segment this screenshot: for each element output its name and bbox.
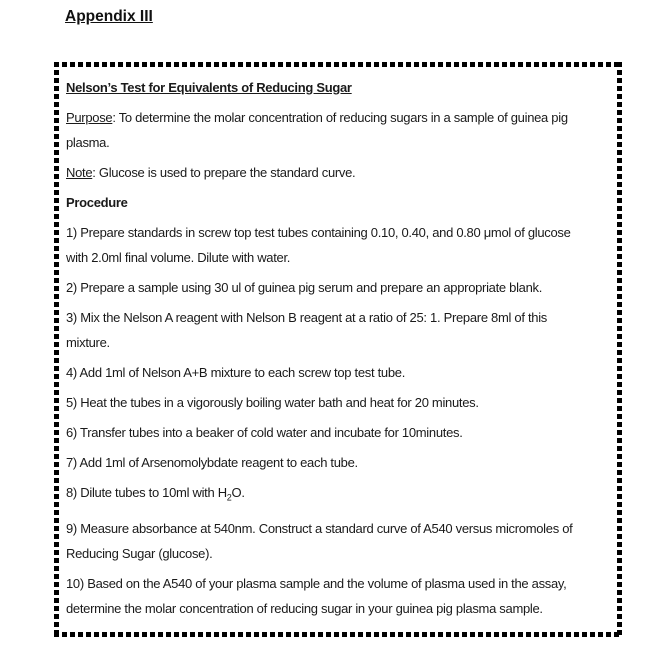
procedure-heading: Procedure bbox=[66, 195, 128, 210]
text-line bbox=[66, 105, 615, 130]
box-title: Nelson’s Test for Equivalents of Reducing Sugar bbox=[66, 80, 352, 95]
text-line: 10) Based on the A540 of your plasma sample and the volume of plasma used in the assay, bbox=[66, 575, 567, 591]
purpose-paragraph bbox=[66, 105, 615, 155]
note-label: Note bbox=[66, 165, 93, 180]
text-line bbox=[66, 160, 615, 185]
text-line: 2) Prepare a sample using 30 ul of guinea pig serum and prepare an appropriate blank. bbox=[66, 280, 543, 295]
subscript-2: 2 bbox=[226, 492, 232, 503]
text-line: 4) Add 1ml of Nelson A+B mixture to each screw top test tube. bbox=[66, 365, 406, 380]
text-line: 9) Measure absorbance at 540nm. Construct a standard curve of A540 versus micromoles of bbox=[66, 520, 573, 536]
step-3-paragraph bbox=[66, 305, 615, 355]
text-line: Reducing Sugar (glucose). bbox=[66, 545, 213, 561]
step-7-paragraph bbox=[66, 450, 615, 475]
text-line: 7) Add 1ml of Arsenomolybdate reagent to each tube. bbox=[66, 455, 358, 470]
procedure-heading-paragraph bbox=[66, 190, 615, 215]
text-line: 5) Heat the tubes in a vigorously boiling water bath and heat for 20 minutes. bbox=[66, 395, 479, 410]
step-5-paragraph bbox=[66, 390, 615, 415]
box-content bbox=[59, 67, 617, 632]
text-line: with 2.0ml final volume. Dilute with water. bbox=[66, 250, 291, 265]
procedure-box bbox=[54, 62, 622, 637]
step-10-paragraph bbox=[66, 571, 615, 621]
page-heading: Appendix III bbox=[65, 8, 153, 25]
step-8-paragraph bbox=[66, 480, 615, 511]
step-8-text-end: O. bbox=[231, 485, 245, 500]
text-line: plasma. bbox=[66, 135, 110, 150]
text-line: mixture. bbox=[66, 335, 110, 350]
text-line bbox=[66, 480, 615, 511]
text-line: 3) Mix the Nelson A reagent with Nelson B reagent at a ratio of 25: 1. Prepare 8ml of this bbox=[66, 310, 547, 325]
note-text: : Glucose is used to prepare the standard curve. bbox=[92, 165, 356, 180]
text-line: 1) Prepare standards in screw top test tubes containing 0.10, 0.40, and 0.80 μmol of glucose bbox=[66, 225, 571, 240]
step-4-paragraph bbox=[66, 360, 615, 385]
step-6-paragraph bbox=[66, 420, 615, 445]
box-title-paragraph bbox=[66, 75, 615, 100]
step-1-paragraph bbox=[66, 220, 615, 270]
text-line: 6) Transfer tubes into a beaker of cold water and incubate for 10minutes. bbox=[66, 425, 463, 440]
step-8-text: 8) Dilute tubes to 10ml with H bbox=[66, 485, 227, 500]
step-9-paragraph bbox=[66, 516, 615, 566]
step-2-paragraph bbox=[66, 275, 615, 300]
purpose-label: Purpose bbox=[66, 110, 113, 125]
purpose-text: : To determine the molar concentration of reducing sugars in a sample of guinea pig bbox=[112, 110, 568, 125]
text-line: determine the molar concentration of reducing sugar in your guinea pig plasma sample. bbox=[66, 600, 543, 616]
note-paragraph bbox=[66, 160, 615, 185]
box-border-bottom bbox=[54, 632, 622, 637]
box-border-right bbox=[617, 62, 622, 637]
